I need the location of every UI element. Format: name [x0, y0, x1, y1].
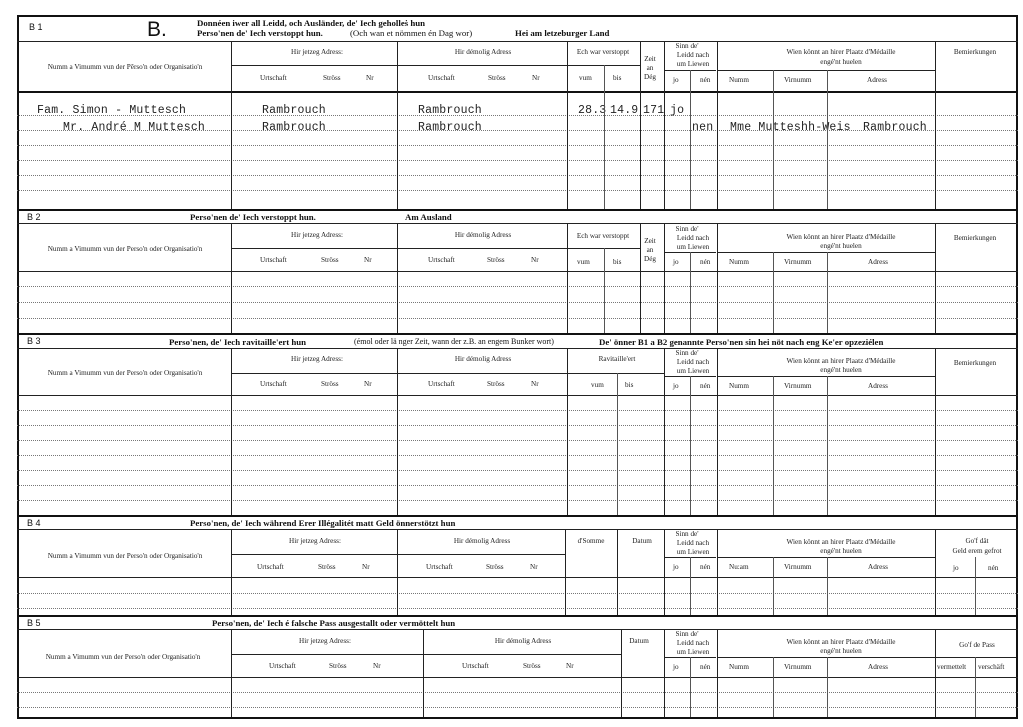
b4-header-line [17, 529, 1018, 530]
b5-row-line [17, 707, 1018, 708]
b5-nr-then: Nr [566, 662, 574, 670]
b5-sinn1: Sinn de' [675, 630, 699, 638]
b5-col-line [717, 629, 718, 717]
b1-row2-sinn: nen [692, 121, 714, 134]
b5-sinn3: um Liewen [676, 648, 710, 656]
b2-virnumm: Virnumm [784, 258, 812, 266]
b1-virnumm: Virnumm [784, 76, 812, 84]
b5-col-line [690, 657, 691, 717]
b1-col-line [717, 41, 718, 209]
b2-header-line [17, 223, 1018, 224]
b2-urtschaft-now: Urtschaft [260, 256, 287, 264]
b3-vum: vum [591, 381, 604, 389]
b5-vermettelt: vermettelt [937, 663, 967, 671]
form-letter: B. [147, 18, 167, 41]
b2-addr-then: Hir démolig Adress [454, 231, 512, 239]
b3-header-bottom [17, 395, 1018, 396]
b3-stross-then: Ströss [487, 380, 505, 388]
b5-urtschaft-then: Urtschaft [462, 662, 489, 670]
b3-col-line [935, 348, 936, 515]
b1-name-col: Numm a Vimumm vun der Pěrso'n oder Organisatio'n [47, 63, 203, 71]
b4-urtschaft-now: Urtschaft [257, 563, 284, 571]
b1-col-line [690, 70, 691, 209]
b4-col-line [935, 529, 936, 615]
b4-virnumm: Virnumm [784, 563, 812, 571]
b5-col-line [231, 629, 232, 717]
b1-addr-then: Hir démolig Adress [454, 48, 512, 56]
b3-row-line [17, 485, 1018, 486]
b3-header-line [17, 348, 1018, 349]
b3-title-a: Perso'nen, de' Iech ravitaille'ert hun [169, 337, 307, 347]
b4-addr-then: Hir démolig Adress [453, 537, 511, 545]
b4-col-line [690, 557, 691, 615]
b2-header-bottom [17, 271, 1018, 272]
b3-col-line [567, 348, 568, 515]
section-code-b1: B 1 [29, 22, 43, 32]
b1-stross-then: Ströss [488, 74, 506, 82]
b4-medal1: Wien könnt an hirer Plaatz d'Médaille [786, 538, 896, 546]
b5-addr-then: Hir démolig Adress [494, 637, 552, 645]
b1-header-line [17, 41, 1018, 42]
b5-sub-addr [231, 654, 621, 655]
b2-col-line [604, 248, 605, 333]
b5-medal1: Wien könnt an hirer Plaatz d'Médaille [786, 638, 896, 646]
b1-row1-ort-then: Rambrouch [418, 104, 482, 117]
b2-adress: Adress [868, 258, 888, 266]
b4-addr-now: Hir jetzeg Adress: [289, 537, 341, 545]
b5-col-line [423, 629, 424, 717]
b1-stross-now: Ströss [323, 74, 341, 82]
b4-title: Perso'nen, de' Iech während Erer Illégalitét matt Geld önnerstötzt hun [190, 518, 456, 528]
bottom-border [17, 717, 1018, 719]
b1-header-bottom [17, 91, 1018, 93]
b1-bemierkungen: Bemierkungen [953, 48, 997, 56]
b1-col-line [773, 70, 774, 209]
b4-col-line [717, 529, 718, 615]
b2-urtschaft-then: Urtschaft [428, 256, 455, 264]
b1-col-line [231, 41, 232, 209]
b3-col-line [717, 348, 718, 515]
b1-sub-medal [717, 70, 935, 71]
b1-numm: Numm [729, 76, 749, 84]
b5-nr-now: Nr [373, 662, 381, 670]
b1-row1-bis: 14.9 [610, 104, 639, 117]
b3-sinn3: um Liewen [676, 367, 710, 375]
b1-sub-then [397, 65, 567, 66]
b1-row1-name: Fam. Simon - Muttesch [37, 104, 187, 117]
b4-gof1: Go'f dät [965, 537, 989, 545]
b5-header-bottom [17, 677, 1018, 678]
b1-verstoppt: Ech war verstoppt [576, 48, 630, 56]
b1-vum: vum [579, 74, 592, 82]
b3-urtschaft-then: Urtschaft [428, 380, 455, 388]
b4-nr-now: Nr [362, 563, 370, 571]
b1-zeit1: Zeit [644, 55, 656, 63]
b3-top [17, 333, 1018, 335]
b1-nr-now: Nr [366, 74, 374, 82]
b3-sinn1: Sinn de' [675, 349, 699, 357]
b3-col-line [827, 376, 828, 515]
b4-col-line [827, 557, 828, 615]
b1-adress: Adress [867, 76, 887, 84]
b4-gof-jo: jo [953, 564, 959, 572]
b4-sub-addr [231, 554, 565, 555]
b3-row-line [17, 440, 1018, 441]
b3-sub-rav [567, 373, 664, 374]
b4-gof-nen: nén [988, 564, 999, 572]
b1-col-line [664, 41, 665, 209]
b2-sinn3: um Liewen [676, 243, 710, 251]
b2-sinn2: Leidd nach [676, 234, 710, 242]
b1-row-line [17, 160, 1018, 161]
b1-row2-medal-name: Mme Mutteshh-Weis [730, 121, 851, 134]
b4-sinn3: um Liewen [676, 548, 710, 556]
b5-col-line [935, 629, 936, 717]
b1-bis: bis [613, 74, 622, 82]
b1-medal2: engé'nt huelen [820, 58, 862, 66]
b5-col-line [664, 629, 665, 717]
b3-numm: Numm [729, 382, 749, 390]
b4-col-line [231, 529, 232, 615]
b1-zeit3: Dég [644, 73, 656, 81]
b3-col-line [773, 376, 774, 515]
b2-addr-now: Hir jetzeg Adress: [291, 231, 343, 239]
b3-nen: nén [700, 382, 711, 390]
b2-nr-then: Nr [531, 256, 539, 264]
b3-sub-now [231, 373, 397, 374]
b4-numm: Nu:am [729, 563, 749, 571]
b2-sub-medal [717, 252, 935, 253]
b2-bis: bis [613, 258, 622, 266]
b2-zeit3: Dég [644, 255, 656, 263]
b4-col-line [773, 557, 774, 615]
b1-sinn2: Leidd nach [676, 51, 710, 59]
b2-zeit2: an [646, 246, 654, 254]
b5-row-line [17, 692, 1018, 693]
b1-row-line [17, 175, 1018, 176]
b1-zeit2: an [646, 64, 654, 72]
b3-ravitailleert: Ravitaille'ert [598, 355, 636, 363]
b1-title-b: (Och wan et nömmen én Dag wor) [350, 28, 473, 38]
b5-gof: Go'f de Pass [959, 641, 995, 649]
b2-name-col: Numm a Vimumm vun der Perso'n oder Organisatio'n [47, 245, 203, 253]
b2-col-line [690, 252, 691, 333]
b5-title: Perso'nen, de' Iech é falsche Pass ausgestallt oder vermöttelt hun [212, 618, 456, 628]
b4-row-line [17, 593, 1018, 594]
b1-row1-vum: 28.3 [578, 104, 607, 117]
b2-medal2: engé'nt huelen [820, 242, 862, 250]
b5-top [17, 615, 1018, 617]
b4-datum: Datum [632, 537, 652, 545]
b1-jo: jo [673, 76, 679, 84]
b3-medal2: engé'nt huelen [820, 366, 862, 374]
b2-jo: jo [673, 258, 679, 266]
b1-urtschaft-then: Urtschaft [428, 74, 455, 82]
b2-col-line [231, 223, 232, 333]
b2-zeit1: Zeit [644, 237, 656, 245]
b2-col-line [827, 252, 828, 333]
b5-col-line [975, 657, 976, 717]
b5-col-line [827, 657, 828, 717]
b3-row-line [17, 425, 1018, 426]
b4-sub-medal [717, 557, 935, 558]
b1-col-line [567, 41, 568, 209]
b3-col-line [231, 348, 232, 515]
b2-top [17, 209, 1018, 211]
b2-title-a: Perso'nen de' Iech verstoppt hun. [190, 212, 316, 222]
b4-row-line [17, 608, 1018, 609]
top-border [17, 15, 1018, 17]
b2-sub-now [231, 248, 397, 249]
b5-jo: jo [673, 663, 679, 671]
b1-nr-then: Nr [532, 74, 540, 82]
b5-verschaft: verschäft [978, 663, 1005, 671]
b3-row-line [17, 500, 1018, 501]
b2-nen: nén [700, 258, 711, 266]
b3-nr-now: Nr [364, 380, 372, 388]
b1-title-line1: Donnéen iwer all Leidd, och Ausländer, de' Iech geholleṡ hun [197, 18, 426, 28]
b4-top [17, 515, 1018, 517]
b5-stross-now: Ströss [329, 662, 347, 670]
left-border [17, 15, 19, 719]
b3-sub-then [397, 373, 567, 374]
b1-title-c: Hei am letzeburger Land [515, 28, 610, 38]
b4-adress: Adress [868, 563, 888, 571]
b3-col-line [397, 348, 398, 515]
b5-nen: nén [700, 663, 711, 671]
b3-stross-now: Ströss [321, 380, 339, 388]
b5-stross-then: Ströss [523, 662, 541, 670]
b5-virnumm: Virnumm [784, 663, 812, 671]
b3-medal1: Wien könnt an hirer Plaatz d'Médaille [786, 357, 896, 365]
b5-name-col: Numm a Vimumm vun der Perso'n oder Organisatio'n [45, 653, 201, 661]
b2-row-line [17, 318, 1018, 319]
b2-row-line [17, 302, 1018, 303]
b1-row1-deg: 171 [643, 104, 665, 117]
b3-adress: Adress [868, 382, 888, 390]
b3-row-line [17, 470, 1018, 471]
b1-row1-ort-now: Rambrouch [262, 104, 326, 117]
b2-col-line [640, 223, 641, 333]
b1-addr-now: Hir jetzeg Adress: [291, 48, 343, 56]
b4-col-line [617, 529, 618, 615]
b1-sinn3: um Liewen [676, 60, 710, 68]
b4-stross-then: Ströss [486, 563, 504, 571]
b4-jo: jo [673, 563, 679, 571]
section-code-b3: B 3 [27, 336, 41, 346]
b1-sub-now [231, 65, 397, 66]
b4-sinn2: Leidd nach [676, 539, 710, 547]
b3-row-line [17, 455, 1018, 456]
b3-bemierkungen: Bemierkungen [953, 359, 997, 367]
b1-nen: nén [700, 76, 711, 84]
b4-stross-now: Ströss [318, 563, 336, 571]
b2-col-line [717, 223, 718, 333]
b4-somme: d'Somme [577, 537, 605, 545]
b4-col-line [397, 529, 398, 615]
b4-col-line [664, 529, 665, 615]
b4-medal2: engé'nt huelen [820, 547, 862, 555]
b4-gof2: Geld erem gefrot [952, 547, 1002, 555]
b3-urtschaft-now: Urtschaft [260, 380, 287, 388]
b3-addr-now: Hir jetzeg Adress: [291, 355, 343, 363]
b3-bis: bis [625, 381, 634, 389]
b1-urtschaft-now: Urtschaft [260, 74, 287, 82]
b5-urtschaft-now: Urtschaft [269, 662, 296, 670]
b2-numm: Numm [729, 258, 749, 266]
b1-row2-ort-then: Rambrouch [418, 121, 482, 134]
b1-col-line [640, 41, 641, 209]
b5-header-line [17, 629, 1018, 630]
b3-col-line [617, 373, 618, 515]
b3-nr-then: Nr [531, 380, 539, 388]
b1-row-line [17, 190, 1018, 191]
b5-numm: Numm [729, 663, 749, 671]
b5-medal2: engé'nt huelen [820, 647, 862, 655]
b2-row-line [17, 286, 1018, 287]
b2-sinn1: Sinn de' [675, 225, 699, 233]
b2-sub-then [397, 248, 567, 249]
b1-title-a: Perso'nen de' Iech verstoppt hun. [197, 28, 323, 38]
right-border [1016, 15, 1018, 719]
b4-sinn1: Sinn de' [675, 530, 699, 538]
b2-stross-now: Ströss [321, 256, 339, 264]
b4-nr-then: Nr [530, 563, 538, 571]
b3-sinn2: Leidd nach [676, 358, 710, 366]
b1-row1-sinn: jo [670, 104, 685, 117]
b2-col-line [773, 252, 774, 333]
b5-col-line [773, 657, 774, 717]
b2-col-line [664, 223, 665, 333]
section-code-b2: B 2 [27, 212, 41, 222]
b4-urtschaft-then: Urtschaft [426, 563, 453, 571]
b1-col-line [935, 41, 936, 209]
b5-sinn2: Leidd nach [676, 639, 710, 647]
b2-col-line [567, 223, 568, 333]
section-code-b4: B 4 [27, 518, 41, 528]
b3-col-line [690, 376, 691, 515]
form-page [17, 15, 1018, 719]
b2-title-b: Am Ausland [405, 212, 452, 222]
b1-sinn1: Sinn de' [675, 42, 699, 50]
b1-col-line [397, 41, 398, 209]
b4-col-line [975, 557, 976, 615]
b3-sub-medal [717, 376, 935, 377]
b1-row2-medal-adress: Rambrouch [863, 121, 927, 134]
b4-col-line [565, 529, 566, 615]
b3-title-c: De' önner B1 a B2 genannte Perso'nen sin hei nöt nach eng Ke'er opzeziélen [599, 337, 884, 347]
b4-nen: nén [700, 563, 711, 571]
b1-col-line [827, 70, 828, 209]
b4-header-bottom [17, 577, 1018, 578]
b1-row2-name: Mr. André M Muttesch [63, 121, 206, 134]
b5-datum: Datum [629, 637, 649, 645]
b3-col-line [664, 348, 665, 515]
b5-adress: Adress [868, 663, 888, 671]
b3-addr-then: Hir démolig Adress [454, 355, 512, 363]
b2-vum: vum [577, 258, 590, 266]
b3-row-line [17, 410, 1018, 411]
b2-medal1: Wien könnt an hirer Plaatz d'Médaille [786, 233, 896, 241]
b5-addr-now: Hir jetzeg Adress: [299, 637, 351, 645]
b3-title-b: (émol oder lä nger Zeit, wann der z.B. an engem Bunker wort) [354, 337, 554, 346]
b1-row2-ort-now: Rambrouch [262, 121, 326, 134]
b2-col-line [935, 223, 936, 333]
b2-verstoppt: Ech war verstoppt [576, 232, 630, 240]
b2-col-line [397, 223, 398, 333]
section-code-b5: B 5 [27, 618, 41, 628]
b2-bemierkungen: Bemierkungen [953, 234, 997, 242]
b5-col-line [621, 629, 622, 717]
b2-nr-now: Nr [364, 256, 372, 264]
b2-stross-then: Ströss [487, 256, 505, 264]
b3-jo: jo [673, 382, 679, 390]
b4-name-col: Numm a Vimumm vun der Perso'n oder Organisatio'n [47, 552, 203, 560]
b1-row-line [17, 145, 1018, 146]
b3-virnumm: Virnumm [784, 382, 812, 390]
b5-sub-medal [717, 657, 935, 658]
b1-medal1: Wien könnt an hirer Plaatz d'Médaille [786, 48, 896, 56]
b1-col-line [604, 65, 605, 209]
b3-name-col: Numm a Vimumm vun der Perso'n oder Organisatio'n [47, 369, 203, 377]
